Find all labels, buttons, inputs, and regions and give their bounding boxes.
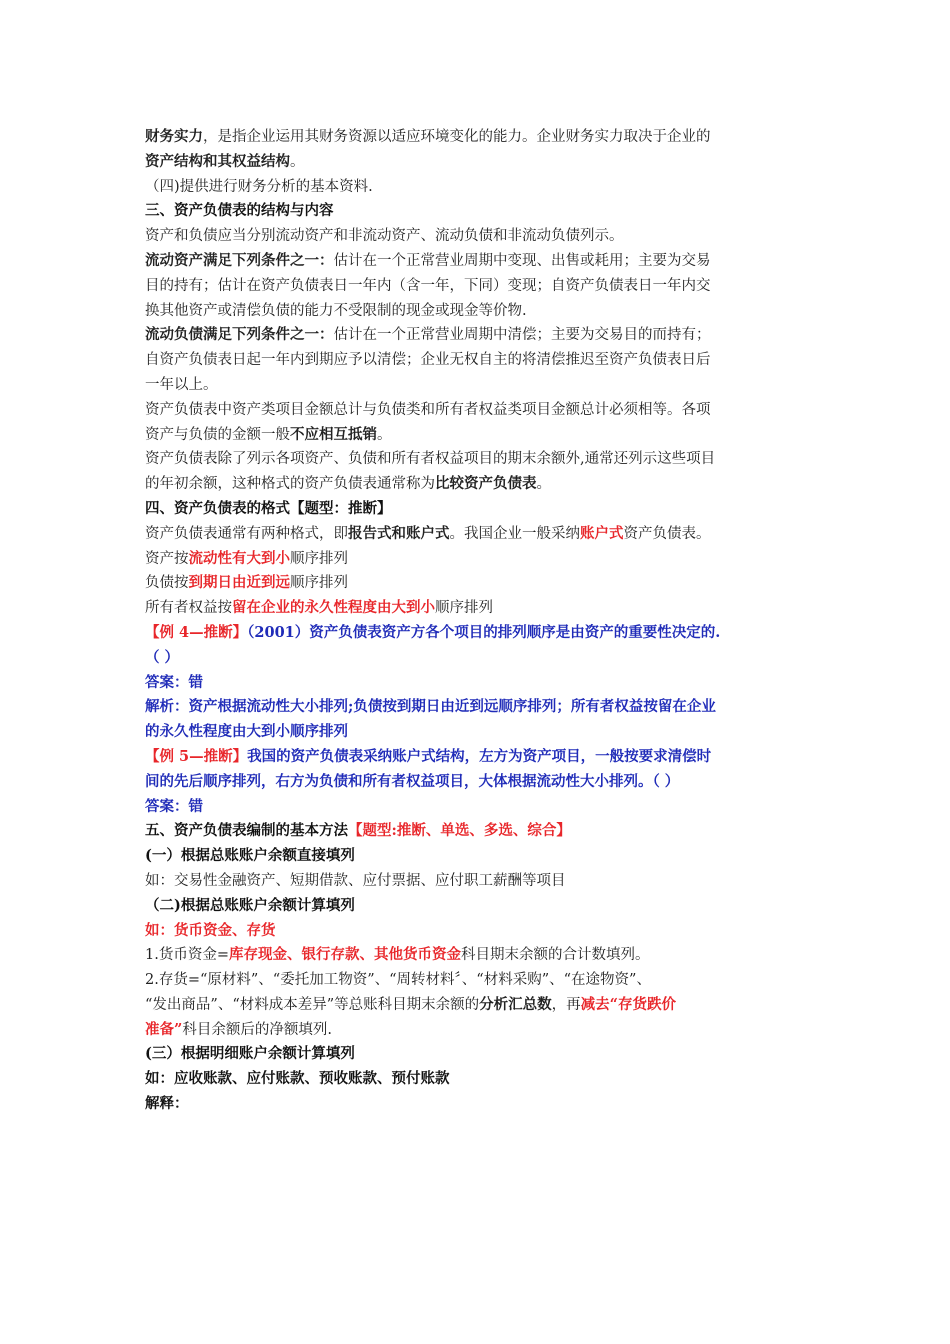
text-segment: 如：应收账款、应付账款、预收账款、预付账款: [145, 1070, 450, 1088]
text-line: [145, 695, 810, 720]
text-line: [145, 671, 810, 696]
text-line: [145, 249, 810, 274]
text-segment: （ ）: [145, 648, 180, 666]
text-segment: 顺序排列: [290, 575, 348, 592]
text-segment: 留在企业的永久性程度由大到小: [232, 599, 435, 617]
text-segment: 顺序排列: [290, 550, 348, 567]
text-segment: 财务实力: [145, 128, 203, 145]
text-line: [145, 869, 810, 894]
text-line: [145, 199, 810, 224]
text-segment: 1.货币资金=: [145, 947, 229, 964]
text-segment: 解释：: [145, 1095, 189, 1113]
text-line: [145, 968, 810, 993]
text-segment: 。: [377, 426, 392, 443]
text-segment: 2.存货=“原材料”、“委托加工物资”、“周转材料〞、“材料采购”、“在途物资”、: [145, 972, 651, 989]
text-segment: 资产负债表中资产类项目金额总计与负债类和所有者权益类项目金额总计必须相等。各项: [145, 401, 711, 418]
text-segment: 【题型:推断、单选、多选、综合】: [348, 822, 571, 840]
text-line: [145, 894, 810, 919]
text-segment: 分析汇总数: [479, 995, 552, 1013]
text-line: [145, 571, 810, 596]
text-line: [145, 547, 810, 572]
text-segment: 一年以上。: [145, 376, 218, 393]
text-line: [145, 596, 810, 621]
text-line: [145, 398, 810, 423]
text-segment: 自资产负债表日起一年内到期应予以清偿；企业无权自主的将清偿推迟至资产负债表日后: [145, 352, 711, 369]
text-segment: 资产负债表。: [623, 525, 711, 542]
text-segment: 五、资产负债表编制的基本方法: [145, 822, 348, 840]
text-segment: 资产负债表通常有两种格式，即: [145, 525, 348, 542]
text-segment: 科目期末余额的合计数填列。: [460, 947, 650, 964]
text-segment: 库存现金、银行存款、其他货币资金: [228, 946, 461, 964]
text-segment: 间的先后顺序排列，右方为负债和所有者权益项目，大体根据流动性大小排列。（ ）: [145, 772, 680, 790]
text-segment: 的年初余额，这种格式的资产负债表通常称为: [145, 476, 435, 493]
text-segment: 目的持有；估计在资产负债表日一年内（含一年，下同）变现；自资产负债表日一年内交: [145, 277, 711, 294]
text-segment: 解析：资产根据流动性大小排列;负债按到期日由近到远顺序排列；所有者权益按留在企业: [145, 698, 716, 716]
text-line: [145, 646, 810, 671]
text-segment: 四、资产负债表的格式【题型：推断】: [145, 499, 392, 517]
text-segment: 资产和负债应当分别流动资产和非流动资产、流动负债和非流动负债列示。: [145, 228, 624, 245]
text-segment: 准备”: [145, 1020, 183, 1038]
text-segment: 我国的资产负债表采纳账户式结构，左方为资产项目，一般按要求清偿时: [247, 747, 712, 765]
text-segment: 资产与负债的金额一般: [145, 426, 290, 443]
text-segment: 估计在一个正常营业周期中清偿；主要为交易目的而持有；: [333, 327, 711, 344]
text-segment: 【例 4—推断】: [145, 623, 248, 641]
text-segment: ，是指企业运用其财务资源以适应环境变化的能力。企业财务实力取决于企业的: [203, 129, 711, 145]
text-segment: 流动负债满足下列条件之一：: [145, 326, 334, 344]
text-segment: （2001）资产负债表资产方各个项目的排列顺序是由资产的重要性决定的.: [247, 623, 721, 641]
text-line: [145, 522, 810, 547]
text-segment: 不应相互抵销: [290, 425, 377, 443]
text-line: [145, 472, 810, 497]
text-line: [145, 621, 810, 646]
text-line: [145, 720, 810, 745]
text-line: [145, 1018, 810, 1043]
text-line: [145, 150, 810, 175]
text-line: [145, 795, 810, 820]
text-segment: ，再: [551, 996, 581, 1013]
text-line: [145, 323, 810, 348]
text-line: [145, 299, 810, 324]
text-line: [145, 224, 810, 249]
text-line: [145, 1092, 810, 1117]
text-segment: 到期日由近到远: [188, 574, 290, 592]
text-segment: 流动资产满足下列条件之一：: [145, 251, 334, 269]
text-segment: 负债按: [145, 575, 189, 592]
text-segment: 所有者权益按: [145, 600, 232, 617]
text-line: [145, 819, 810, 844]
text-segment: 科目余额后的净额填列.: [182, 1021, 332, 1038]
text-line: [145, 770, 810, 795]
text-segment: 换其他资产或清偿负债的能力不受限制的现金或现金等价物.: [145, 302, 527, 319]
text-segment: （二)根据总账账户余额计算填列: [145, 896, 355, 914]
text-line: [145, 844, 810, 869]
text-segment: 资产按: [145, 550, 189, 567]
text-segment: (一）根据总账账户余额直接填列: [145, 847, 355, 865]
text-segment: 答案：错: [145, 673, 203, 691]
text-segment: 流动性有大到小: [188, 549, 290, 567]
text-segment: 比较资产负债表: [435, 475, 537, 493]
text-segment: 报告式和账户式: [348, 524, 450, 542]
text-segment: (三）根据明细账户余额计算填列: [145, 1045, 355, 1063]
text-line: [145, 175, 810, 200]
text-segment: 三、资产负债表的结构与内容: [145, 202, 334, 220]
text-segment: 账户式: [580, 524, 624, 542]
text-line: [145, 125, 810, 150]
text-segment: （四)提供进行财务分析的基本资料.: [145, 178, 373, 195]
text-segment: 如：交易性金融资产、短期借款、应付票据、应付职工薪酬等项目: [145, 872, 566, 889]
text-segment: 答案：错: [145, 797, 203, 815]
text-line: [145, 919, 810, 944]
text-segment: 资产负债表除了列示各项资产、负债和所有者权益项目的期末余额外,通常还列示这些项目: [145, 451, 716, 468]
text-line: [145, 1067, 810, 1092]
text-line: [145, 348, 810, 373]
text-line: [145, 447, 810, 472]
text-line: [145, 497, 810, 522]
document-page: [145, 125, 810, 1117]
text-line: [145, 993, 810, 1018]
text-line: [145, 1042, 810, 1067]
text-segment: 。我国企业一般采纳: [449, 525, 580, 542]
text-line: [145, 745, 810, 770]
text-segment: 。: [536, 476, 551, 493]
text-segment: 减去“存货跌价: [580, 995, 676, 1013]
text-line: [145, 423, 810, 448]
text-line: [145, 373, 810, 398]
text-segment: 如：货币资金、存货: [145, 921, 276, 939]
text-segment: 。: [290, 153, 305, 170]
text-segment: 资产结构和其权益结构: [145, 152, 290, 170]
text-segment: 的永久性程度由大到小顺序排列: [145, 723, 348, 741]
text-line: [145, 274, 810, 299]
text-segment: “发出商品”、“材料成本差异”等总账科目期末余额的: [145, 996, 480, 1013]
text-line: [145, 943, 810, 968]
text-segment: 估计在一个正常营业周期中变现、出售或耗用；主要为交易: [333, 252, 711, 269]
text-segment: 顺序排列: [435, 600, 493, 617]
text-segment: 【例 5—推断】: [145, 747, 248, 765]
